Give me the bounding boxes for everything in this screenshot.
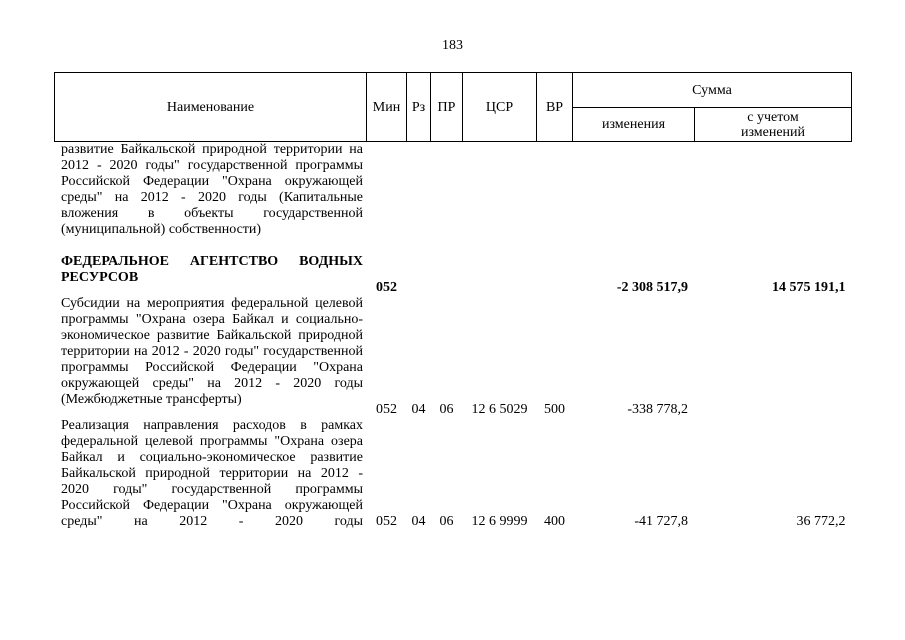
header-csr: ЦСР <box>463 73 537 142</box>
row-vr <box>537 142 573 255</box>
row-name: Реализация направления расходов в рамках федеральной целевой программы "Охрана озера Байкал и социально-экономическое развитие Байкальской природной территории на 2012 - 2020 годы" государственной программы Российской Федерации "Охрана окружающей среды" на 2012 - 2020 годы <box>61 418 363 529</box>
budget-table <box>54 72 852 530</box>
row-pr: 06 <box>439 514 454 529</box>
row-vr: 500 <box>544 402 565 417</box>
row-rz <box>407 254 431 296</box>
header-total-line1: с учетом <box>747 109 799 125</box>
row-change: -41 727,8 <box>634 514 688 529</box>
row-pr: 06 <box>439 402 454 417</box>
table-row <box>55 418 852 530</box>
row-min: 052 <box>376 514 397 529</box>
header-change: изменения <box>573 108 695 142</box>
row-rz <box>407 142 431 255</box>
row-change: -338 778,2 <box>627 402 688 417</box>
row-name: развитие Байкальской природной территории на 2012 - 2020 годы" государственной программы Российской Федерации "Охрана окружающей среды" на 2012 - 2020 годы (Капитальные вложения в объекты государственной (муниципальной) собственности) <box>61 142 363 237</box>
row-vr: 400 <box>544 514 565 529</box>
header-vr: ВР <box>537 73 573 142</box>
row-csr <box>463 254 537 296</box>
header-rz: Рз <box>407 73 431 142</box>
table-row <box>55 254 852 296</box>
row-min: 052 <box>376 402 397 417</box>
header-pr: ПР <box>431 73 463 142</box>
row-pr <box>431 142 463 255</box>
header-name: Наименование <box>55 73 367 142</box>
header-total-line2: изменений <box>740 124 806 140</box>
header-sum: Сумма <box>573 73 852 108</box>
header-min: Мин <box>367 73 407 142</box>
table-row <box>55 296 852 418</box>
page-number: 183 <box>442 38 463 53</box>
row-rz: 04 <box>411 402 426 417</box>
row-vr <box>537 254 573 296</box>
row-min <box>367 142 407 255</box>
row-csr <box>463 142 537 255</box>
row-csr: 12 6 9999 <box>471 514 528 529</box>
table-row <box>55 142 852 255</box>
row-name: Субсидии на мероприятия федеральной целевой программы "Охрана озера Байкал и социально-экономическое развитие Байкальской природной территории на 2012 - 2020 годы" государственной программы Российской Федерации "Охрана окружающей среды" на 2012 - 2020 годы (Межбюджетные трансферты) <box>61 296 363 407</box>
row-rz: 04 <box>411 514 426 529</box>
row-total: 36 772,2 <box>796 514 846 529</box>
row-change <box>573 142 695 255</box>
row-name: ФЕДЕРАЛЬНОЕ АГЕНТСТВО ВОДНЫХ РЕСУРСОВ <box>61 254 363 285</box>
row-pr <box>431 254 463 296</box>
row-min: 052 <box>376 280 397 295</box>
row-csr: 12 6 5029 <box>471 402 528 417</box>
row-total <box>695 142 852 255</box>
row-change: -2 308 517,9 <box>616 280 688 295</box>
header-total <box>695 108 852 142</box>
row-total: 14 575 191,1 <box>772 280 846 295</box>
row-total <box>695 296 852 418</box>
